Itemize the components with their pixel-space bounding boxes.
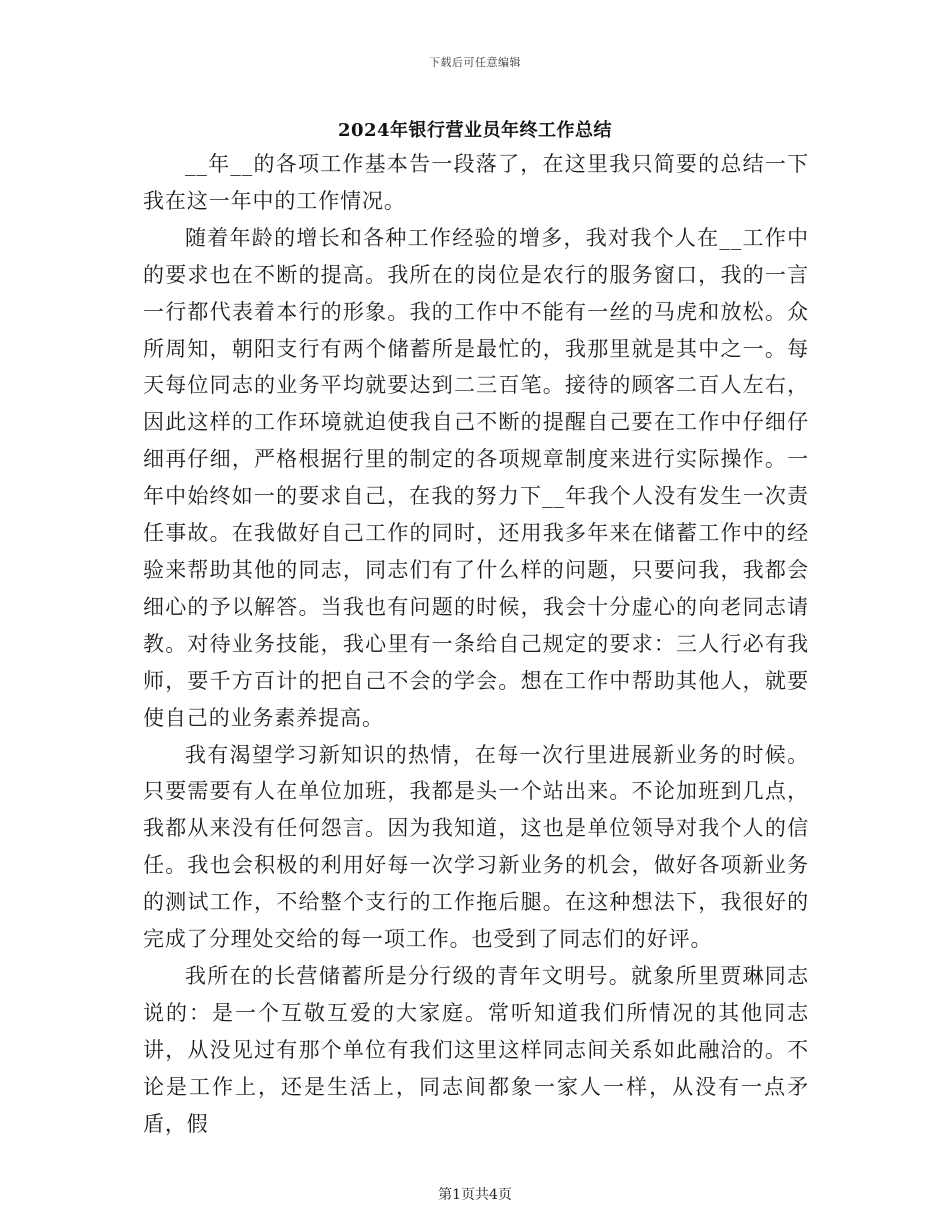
paragraph-3: 我有渴望学习新知识的热情，在每一次行里进展新业务的时候。只要需要有人在单位加班，我都是头一个站出来。不论加班到几点，我都从来没有任何怨言。因为我知道，这也是单位领导对我个人的信任。我也会积极的利用好每一次学习新业务的机会，做好各项新业务的测试工作，不给整个支行的工作拖后腿。在这种想法下，我很好的完成了分理处交给的每一项工作。也受到了同志们的好评。 bbox=[143, 742, 809, 952]
paragraph-4: 我所在的长营储蓄所是分行级的青年文明号。就象所里贾琳同志说的：是一个互敬互爱的大家庭。常听知道我们所情况的其他同志讲，从没见过有那个单位有我们这里这样同志间关系如此融洽的。不论是工作上，还是生活上，同志间都象一家人一样，从没有一点矛盾，假 bbox=[143, 963, 809, 1136]
download-note: 下载后可任意编辑 bbox=[429, 56, 521, 69]
document-body bbox=[143, 146, 809, 1142]
document-title: 2024年银行营业员年终工作总结 bbox=[337, 120, 613, 141]
paragraph-1: __年__的各项工作基本告一段落了，在这里我只简要的总结一下我在这一年中的工作情况。 bbox=[143, 152, 809, 213]
page-number: 第1页共4页 bbox=[438, 1187, 512, 1203]
paragraph-2: 随着年龄的增长和各种工作经验的增多，我对我个人在__工作中的要求也在不断的提高。我所在的岗位是农行的服务窗口，我的一言一行都代表着本行的形象。我的工作中不能有一丝的马虎和放松。众所周知，朝阳支行有两个储蓄所是最忙的，我那里就是其中之一。每天每位同志的业务平均就要达到二三百笔。接待的顾客二百人左右，因此这样的工作环境就迫使我自己不断的提醒自己要在工作中仔细仔细再仔细，严格根据行里的制定的各项规章制度来进行实际操作。一年中始终如一的要求自己，在我的努力下__年我个人没有发生一次责任事故。在我做好自己工作的同时，还用我多年来在储蓄工作中的经验来帮助其他的同志，同志们有了什么样的问题，只要问我，我都会细心的予以解答。当我也有问题的时候，我会十分虚心的向老同志请教。对待业务技能，我心里有一条给自己规定的要求：三人行必有我师，要千方百计的把自己不会的学会。想在工作中帮助其他人，就要使自己的业务素养提高。 bbox=[143, 225, 809, 730]
